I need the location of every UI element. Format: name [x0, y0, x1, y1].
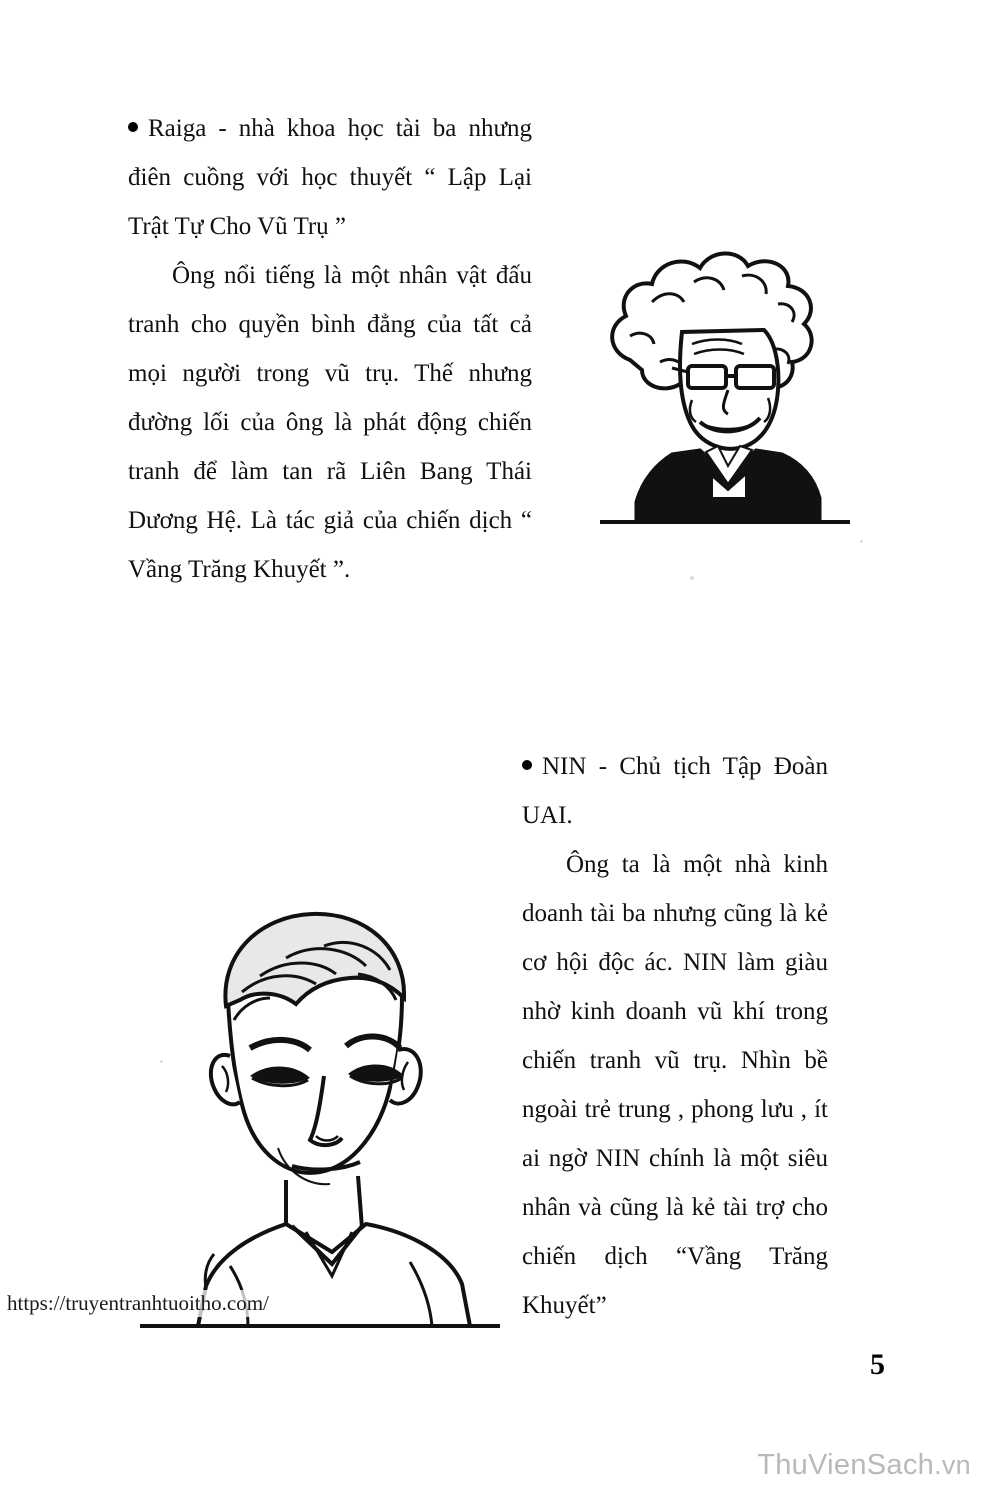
raiga-bullet-paragraph	[128, 104, 532, 251]
bullet-dot-icon	[128, 122, 138, 132]
raiga-body-paragraph: Ông nổi tiếng là một nhân vật đấu tranh cho quyền bình đẳng của tất cả mọi người trong vũ trụ. Thế nhưng đường lối của ông là phát động chiến tranh để làm tan rã Liên Bang Thái Dương Hệ. Là tác giả của chiến dịch “ Vầng Trăng Khuyết ”.	[128, 262, 532, 583]
nin-text-block	[522, 742, 828, 1330]
nin-bullet-paragraph	[522, 742, 828, 840]
watermark-site	[757, 1449, 971, 1482]
portrait-nin-figure	[110, 880, 510, 1340]
page-number: 5	[870, 1348, 885, 1381]
nin-bullet-text: NIN - Chủ tịch Tập Đoàn UAI.	[522, 753, 828, 829]
watermark-site-name: ThuVienSach	[757, 1449, 935, 1481]
scan-speck	[690, 576, 694, 580]
nin-body-paragraph: Ông ta là một nhà kinh doanh tài ba nhưng cũng là kẻ cơ hội độc ác. NIN làm giàu nhờ kinh doanh vũ khí trong chiến tranh vũ trụ. Nhìn bề ngoài trẻ trung , phong lưu , ít ai ngờ NIN chính là một siêu nhân và cũng là kẻ tài trợ cho chiến dịch “Vầng Trăng Khuyết”	[522, 851, 828, 1319]
raiga-text-block	[128, 104, 532, 594]
bullet-dot-icon	[522, 760, 532, 770]
raiga-illustration	[560, 240, 860, 550]
portrait-raiga-figure	[560, 240, 860, 550]
watermark-site-tld: .vn	[934, 1450, 971, 1480]
watermark-url: https://truyentranhtuoitho.com/	[4, 1290, 272, 1317]
raiga-bullet-text: Raiga - nhà khoa học tài ba nhưng điên cuồng với học thuyết “ Lập Lại Trật Tự Cho Vũ Trụ ”	[128, 115, 532, 240]
scan-speck	[860, 540, 863, 543]
nin-illustration	[110, 880, 510, 1340]
scan-speck	[160, 1060, 163, 1063]
